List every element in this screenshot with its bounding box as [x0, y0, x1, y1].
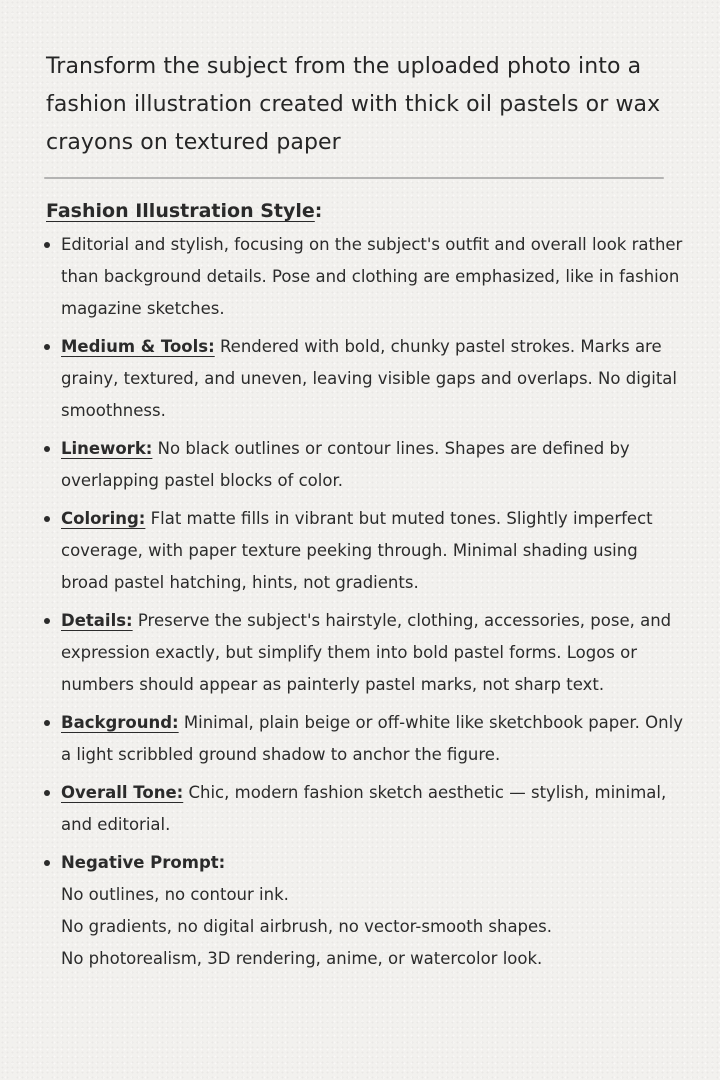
bullet-text: Minimal, plain beige or off-white like sketchbook paper. Only a light scribbled ground shadow to anchor the figure.: [61, 713, 683, 764]
section-heading: [46, 196, 322, 226]
title-divider: [44, 177, 664, 179]
bullet-editorial: [44, 229, 684, 325]
bullet-dot-icon: [44, 242, 50, 248]
bullet-text: Rendered with bold, chunky pastel strokes. Marks are grainy, textured, and uneven, leaving visible gaps and overlaps. No digital smoothness.: [61, 337, 677, 420]
bullet-label: Background:: [61, 713, 179, 732]
negative-prompt-label: Negative Prompt:: [61, 853, 226, 872]
negative-line: No outlines, no contour ink.: [61, 885, 289, 904]
bullet-background: [44, 707, 684, 771]
bullet-label: Coloring:: [61, 509, 146, 528]
bullet-details: [44, 605, 684, 701]
bullet-dot-icon: [44, 860, 50, 866]
bullet-linework: [44, 433, 684, 497]
bullet-dot-icon: [44, 516, 50, 522]
bullet-text: No black outlines or contour lines. Shapes are defined by overlapping pastel blocks of color.: [61, 439, 630, 490]
bullet-dot-icon: [44, 790, 50, 796]
bullet-text: Chic, modern fashion sketch aesthetic — stylish, minimal, and editorial.: [61, 783, 667, 834]
bullet-text: Editorial and stylish, focusing on the subject's outfit and overall look rather than background details. Pose and clothing are emphasized, like in fashion magazine sketches.: [61, 235, 683, 318]
document-title: Transform the subject from the uploaded photo into a fashion illustration created with thick oil pastels or wax crayons on textured paper: [46, 54, 661, 155]
bullet-dot-icon: [44, 446, 50, 452]
bullet-label: Details:: [61, 611, 133, 630]
bullet-label: Linework:: [61, 439, 153, 458]
negative-line: No photorealism, 3D rendering, anime, or watercolor look.: [61, 949, 543, 968]
bullet-coloring: [44, 503, 684, 599]
style-bullet-list: [44, 229, 684, 981]
bullet-dot-icon: [44, 618, 50, 624]
section-heading-text: Fashion Illustration Style: [46, 200, 315, 222]
bullet-negative-prompt: [44, 847, 684, 975]
bullet-text: Preserve the subject's hairstyle, clothing, accessories, pose, and expression exactly, but simplify them into bold pastel forms. Logos or numbers should appear as painterly pastel marks, not sharp text.: [61, 611, 672, 694]
section-heading-colon: :: [314, 200, 323, 222]
bullet-overall-tone: [44, 777, 684, 841]
bullet-medium-tools: [44, 331, 684, 427]
bullet-label: Medium & Tools:: [61, 337, 215, 356]
bullet-dot-icon: [44, 344, 50, 350]
bullet-dot-icon: [44, 720, 50, 726]
bullet-label: Overall Tone:: [61, 783, 184, 802]
negative-line: No gradients, no digital airbrush, no vector-smooth shapes.: [61, 917, 553, 936]
bullet-text: Flat matte fills in vibrant but muted tones. Slightly imperfect coverage, with paper texture peeking through. Minimal shading using broad pastel hatching, hints, not gradients.: [61, 509, 653, 592]
